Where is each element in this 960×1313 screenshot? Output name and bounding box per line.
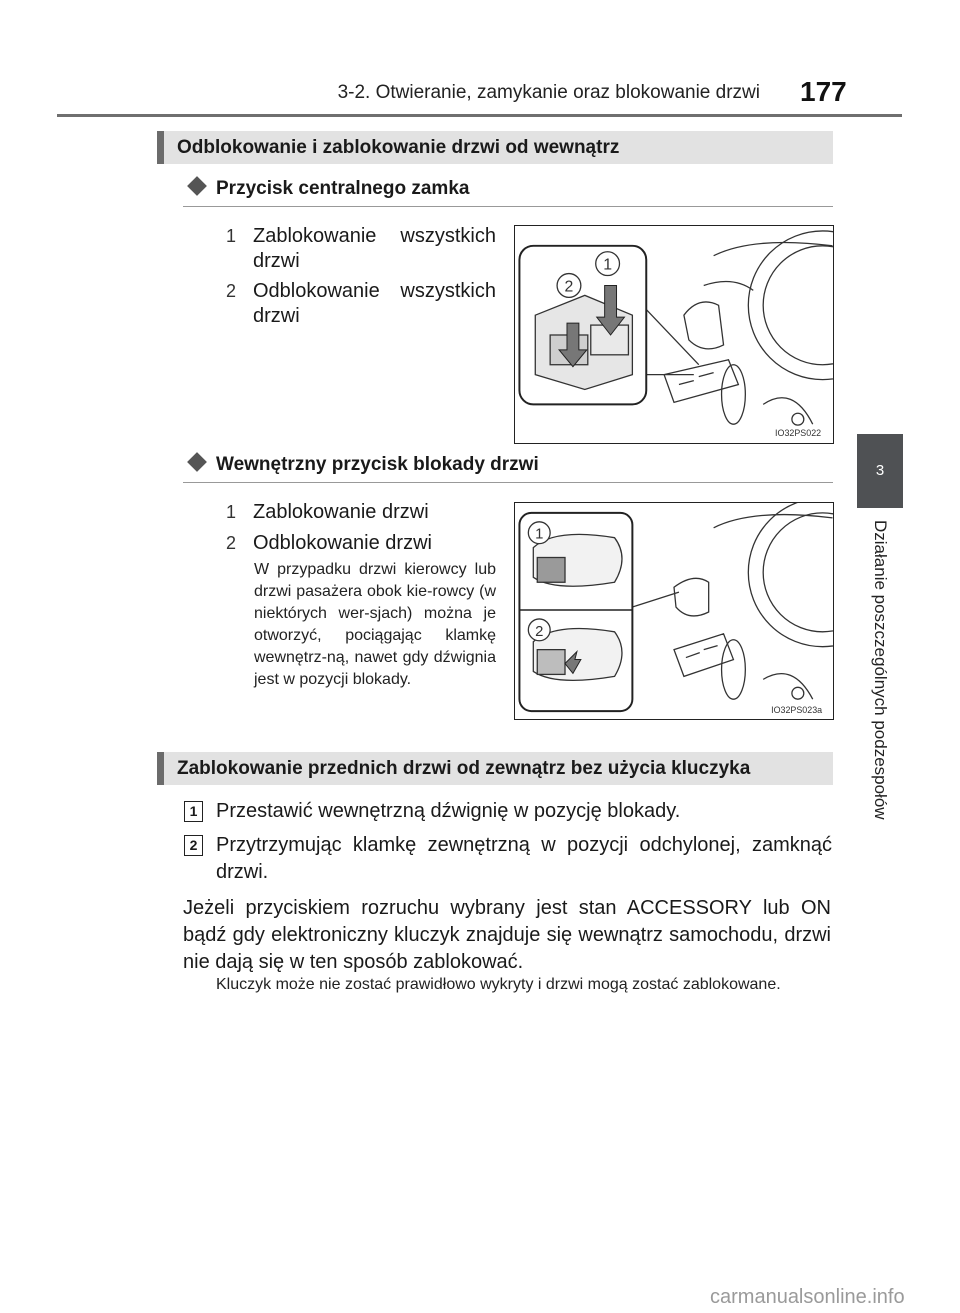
subsection-heading xyxy=(190,454,539,476)
figure-inside-lock-lever xyxy=(514,502,834,720)
item-number: 1 xyxy=(225,502,236,522)
figure-central-lock-switch xyxy=(514,225,834,444)
item-text: Zablokowanie wszystkich drzwi xyxy=(253,225,496,272)
figure-callout: 1 xyxy=(603,256,613,274)
figure-callout: 2 xyxy=(564,278,574,296)
figure-callout: 2 xyxy=(535,623,544,640)
page-number: 177 xyxy=(800,76,847,107)
item-number: 2 xyxy=(225,533,236,553)
step-text: Przytrzymując klamkę zewnętrzną w pozycji odchylonej, zamknąć drzwi. xyxy=(216,834,832,883)
item-text: Odblokowanie wszystkich drzwi xyxy=(253,280,496,327)
item-text: Zablokowanie drzwi xyxy=(253,501,429,523)
running-header-title: 3-2. Otwieranie, zamykanie oraz blokowanie drzwi xyxy=(337,82,760,103)
item-number: 2 xyxy=(225,281,236,301)
diamond-bullet-icon xyxy=(187,176,207,196)
section-title-bar: Odblokowanie i zablokowanie drzwi od wewnątrz xyxy=(157,131,833,164)
chapter-side-label xyxy=(860,520,900,860)
chapter-tab: 3 xyxy=(857,434,903,508)
step-text: Przestawić wewnętrzną dźwignię w pozycję blokady. xyxy=(216,800,681,822)
figure-central-lock-illustration xyxy=(515,226,833,443)
item-text: Odblokowanie drzwi xyxy=(253,532,432,554)
step-number-box: 2 xyxy=(184,835,203,856)
header-rule xyxy=(57,114,902,117)
figure-code: IO32PS022 xyxy=(775,428,822,439)
section-title-bar: Zablokowanie przednich drzwi od zewnątrz bez użycia kluczyka xyxy=(157,752,833,785)
body-paragraph: Jeżeli przyciskiem rozruchu wybrany jest stan ACCESSORY lub ON bądź gdy elektroniczny kluczyk znajduje się wewnątrz samochodu, drzwi nie dają się w ten sposób zablokować. xyxy=(183,897,831,973)
figure-lock-lever-illustration xyxy=(515,503,833,719)
figure-code: IO32PS023a xyxy=(771,705,823,716)
subsection-rule xyxy=(183,206,833,207)
chapter-side-label-text: Działanie poszczególnych podzespołów xyxy=(871,520,890,820)
subsection-rule xyxy=(183,482,833,483)
body-note: Kluczyk może nie zostać prawidłowo wykryty i drzwi mogą zostać zablokowane. xyxy=(216,976,781,993)
item-number: 1 xyxy=(225,226,236,246)
subsection-heading xyxy=(190,178,469,200)
watermark: carmanualsonline.info xyxy=(710,1286,905,1308)
item-note: W przypadku drzwi kierowcy lub drzwi pasażera obok kie-rowcy (w niektórych wer-sjach) można je otworzyć, pociągając klamkę wewnętrz-ną, nawet gdy dźwignia jest w pozycji blokady. xyxy=(254,561,496,688)
diamond-bullet-icon xyxy=(187,452,207,472)
figure-callout: 1 xyxy=(535,526,544,543)
subsection-title: Przycisk centralnego zamka xyxy=(216,178,470,199)
subsection-title: Wewnętrzny przycisk blokady drzwi xyxy=(216,454,539,475)
step-number-box: 1 xyxy=(184,801,203,822)
